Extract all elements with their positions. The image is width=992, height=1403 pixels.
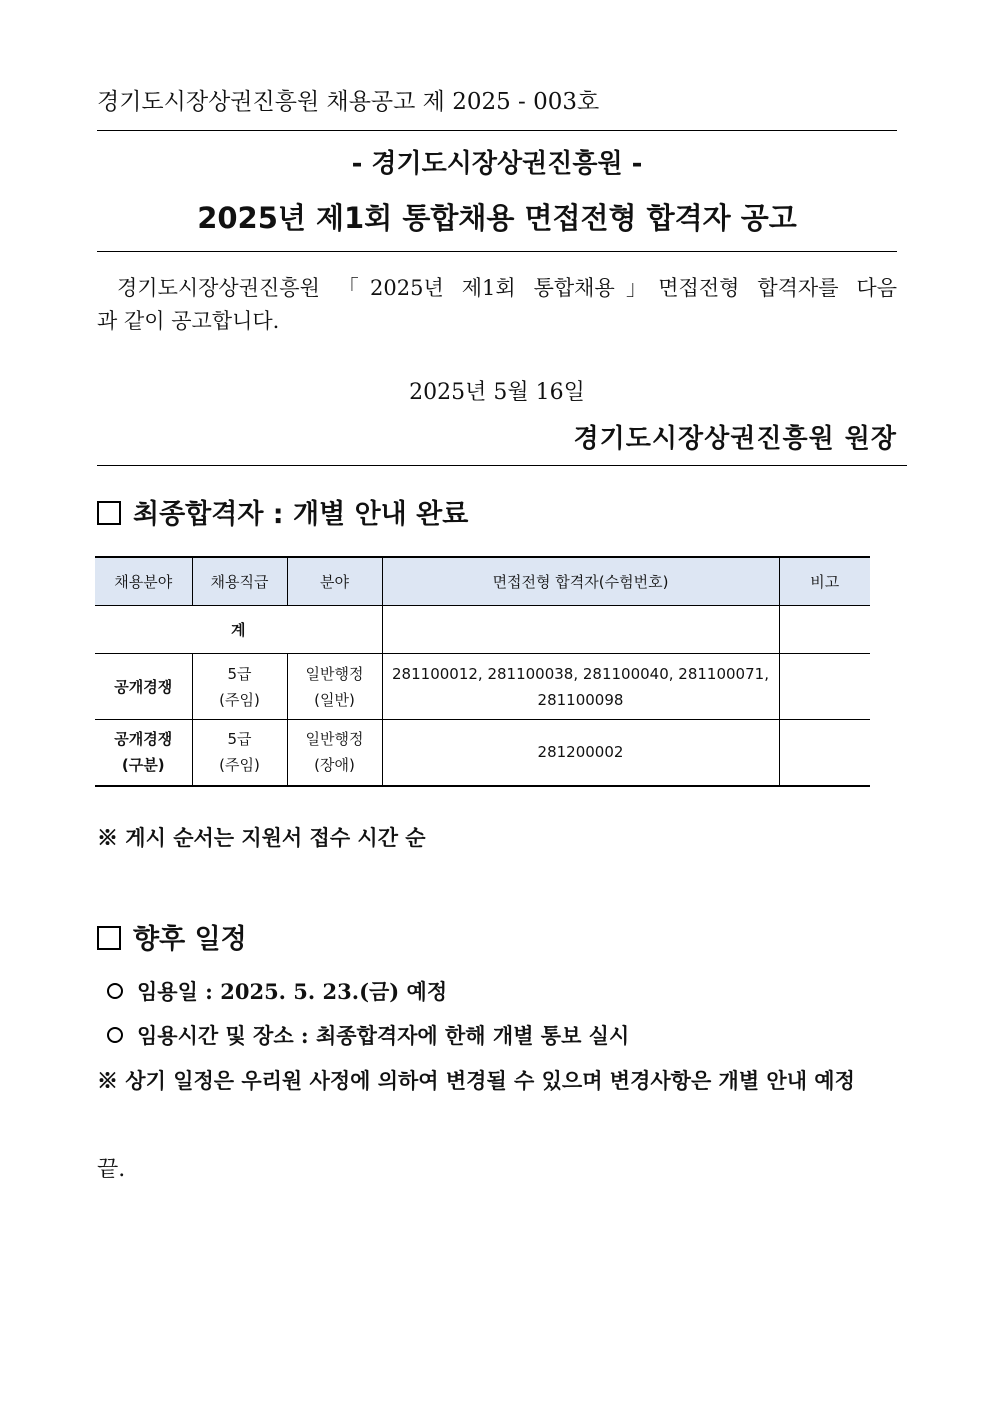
intro-paragraph xyxy=(97,272,897,338)
total-label: 계 xyxy=(95,606,382,654)
section-heading-text: 향후 일정 xyxy=(133,924,247,955)
cell-area: 일반행정 (일반) xyxy=(287,654,382,720)
table-header-row xyxy=(95,557,870,606)
cell-note xyxy=(779,720,870,786)
checkbox-square-icon xyxy=(97,926,121,950)
divider xyxy=(97,130,897,131)
section-heading-final-passers xyxy=(97,492,468,531)
header-passers: 면접전형 합격자(수험번호) xyxy=(382,557,779,606)
cell-field: 공개경쟁 xyxy=(95,654,192,720)
cell-passers: 281100012, 281100038, 281100040, 281100071, 281100098 xyxy=(382,654,779,720)
cell-area: 일반행정 (장애) xyxy=(287,720,382,786)
page-title: 2025년 제1회 통합채용 면접전형 합격자 공고 xyxy=(197,201,797,235)
cell-note xyxy=(779,654,870,720)
schedule-item-text: 임용일 : 2025. 5. 23.(금) 예정 xyxy=(137,979,448,1004)
end-mark: 끝. xyxy=(97,1157,126,1182)
header-grade: 채용직급 xyxy=(192,557,287,606)
intro-line-2: 과 같이 공고합니다. xyxy=(97,309,280,333)
header-field: 채용분야 xyxy=(95,557,192,606)
cell-grade: 5급 (주임) xyxy=(192,720,287,786)
schedule-item xyxy=(107,1020,629,1050)
divider xyxy=(97,465,907,466)
table-row xyxy=(95,720,870,786)
checkbox-square-icon xyxy=(97,501,121,525)
circle-bullet-icon xyxy=(107,1027,123,1043)
table-footnote: ※ 게시 순서는 지원서 접수 시간 순 xyxy=(97,825,426,850)
total-note xyxy=(779,606,870,654)
document-number: 경기도시장상권진흥원 채용공고 제 2025 - 003호 xyxy=(97,89,600,115)
results-table xyxy=(95,556,870,787)
announcement-date: 2025년 5월 16일 xyxy=(409,380,585,405)
signer: 경기도시장상권진흥원 원장 xyxy=(573,424,897,454)
schedule-item xyxy=(107,976,447,1006)
cell-passers: 281200002 xyxy=(382,720,779,786)
divider xyxy=(97,251,897,252)
intro-line-1: 경기도시장상권진흥원 「2025년 제1회 통합채용」면접전형 합격자를 다음 xyxy=(117,276,897,300)
title-organization: - 경기도시장상권진흥원 - xyxy=(351,149,643,179)
header-note: 비고 xyxy=(779,557,870,606)
circle-bullet-icon xyxy=(107,983,123,999)
schedule-item-text: 임용시간 및 장소 : 최종합격자에 한해 개별 통보 실시 xyxy=(137,1023,630,1048)
table-total-row xyxy=(95,606,870,654)
schedule-footnote: ※ 상기 일정은 우리원 사정에 의하여 변경될 수 있으며 변경사항은 개별 안내 예정 xyxy=(97,1068,855,1093)
cell-grade: 5급 (주임) xyxy=(192,654,287,720)
table-row xyxy=(95,654,870,720)
total-passers xyxy=(382,606,779,654)
cell-field: 공개경쟁 (구분) xyxy=(95,720,192,786)
section-heading-text: 최종합격자 : 개별 안내 완료 xyxy=(133,499,469,530)
header-area: 분야 xyxy=(287,557,382,606)
section-heading-schedule xyxy=(97,917,247,956)
